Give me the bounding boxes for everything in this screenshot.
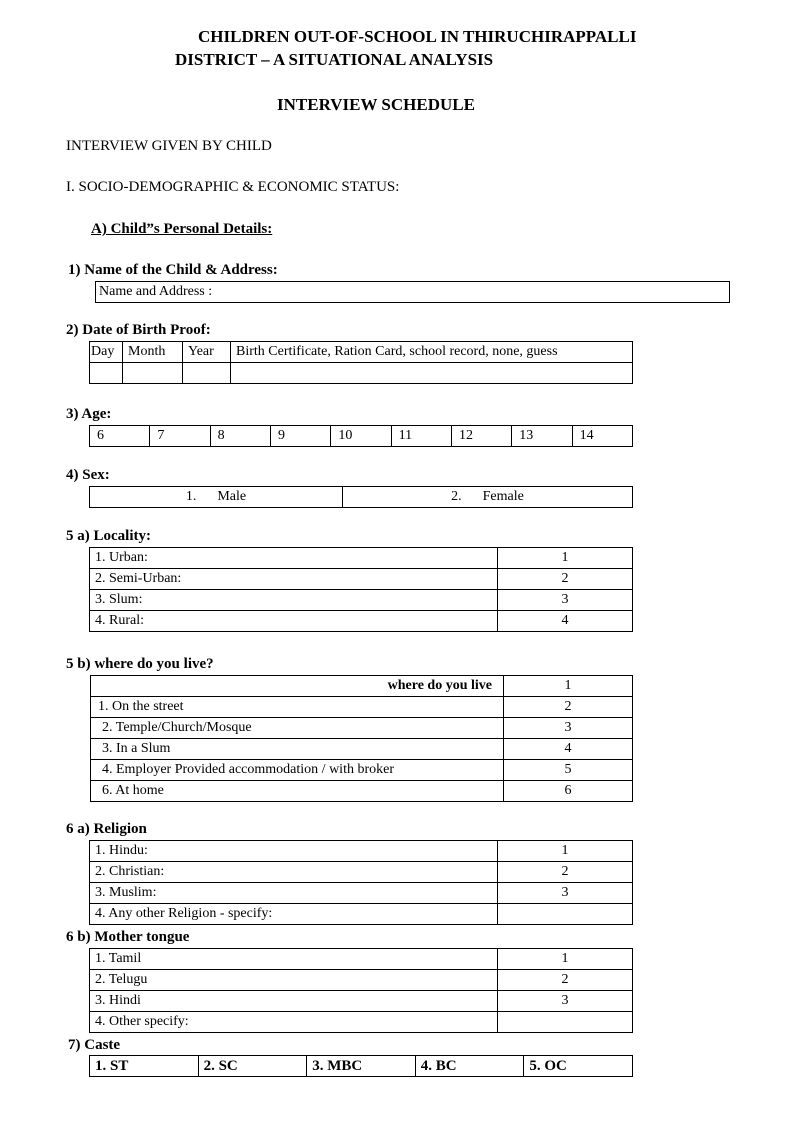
religion-specify-cell[interactable] — [498, 904, 633, 925]
caste-option-sc[interactable]: 2. SC — [198, 1056, 307, 1077]
locality-text: 1. Urban: — [90, 548, 498, 569]
caste-table — [89, 1055, 633, 1077]
q5a-label: 5 a) Locality: — [66, 528, 151, 544]
mother-tongue-code: 2 — [498, 970, 633, 991]
dob-year-cell[interactable] — [183, 363, 231, 384]
locality-code: 2 — [498, 569, 633, 590]
table-row[interactable] — [90, 949, 633, 970]
locality-text: 4. Rural: — [90, 611, 498, 632]
residence-code: 4 — [504, 739, 633, 760]
dob-table — [89, 341, 633, 384]
caste-option-bc[interactable]: 4. BC — [415, 1056, 524, 1077]
q5b-label: 5 b) where do you live? — [66, 656, 214, 672]
q3-label: 3) Age: — [66, 406, 112, 422]
table-row[interactable] — [90, 904, 633, 925]
age-option[interactable]: 7 — [150, 426, 210, 447]
table-row[interactable] — [90, 569, 633, 590]
table-row[interactable] — [90, 883, 633, 904]
residence-text: 3. In a Slum — [91, 739, 504, 760]
age-option[interactable]: 14 — [572, 426, 632, 447]
locality-table — [89, 547, 633, 632]
table-row[interactable] — [90, 862, 633, 883]
age-table — [89, 425, 633, 447]
table-row[interactable] — [90, 611, 633, 632]
residence-header: where do you live — [91, 676, 504, 697]
residence-table — [90, 675, 633, 802]
mother-tongue-code: 1 — [498, 949, 633, 970]
dob-month-cell[interactable] — [123, 363, 183, 384]
religion-text: 3. Muslim: — [90, 883, 498, 904]
document-title-line2: DISTRICT – A SITUATIONAL ANALYSIS — [175, 50, 494, 69]
religion-code: 2 — [498, 862, 633, 883]
dob-header-day: Day — [90, 342, 123, 363]
caste-option-st[interactable]: 1. ST — [90, 1056, 199, 1077]
table-row[interactable] — [90, 970, 633, 991]
q1-label: 1) Name of the Child & Address: — [68, 262, 278, 278]
religion-code: 1 — [498, 841, 633, 862]
document-subtitle: INTERVIEW SCHEDULE — [277, 95, 475, 114]
dob-header-proof: Birth Certificate, Ration Card, school record, none, guess — [231, 342, 633, 363]
age-option[interactable]: 13 — [512, 426, 572, 447]
age-option[interactable]: 10 — [331, 426, 391, 447]
table-row[interactable] — [91, 697, 633, 718]
table-row[interactable] — [90, 991, 633, 1012]
q6a-label: 6 a) Religion — [66, 821, 147, 837]
section-heading: I. SOCIO-DEMOGRAPHIC & ECONOMIC STATUS: — [66, 179, 400, 195]
q4-label: 4) Sex: — [66, 467, 110, 483]
table-row[interactable] — [91, 781, 633, 802]
table-row[interactable] — [91, 760, 633, 781]
age-option[interactable]: 12 — [451, 426, 511, 447]
q2-label: 2) Date of Birth Proof: — [66, 322, 211, 338]
document-title-line1: CHILDREN OUT-OF-SCHOOL IN THIRUCHIRAPPALLI — [198, 27, 637, 46]
residence-code: 5 — [504, 760, 633, 781]
age-option[interactable]: 8 — [210, 426, 270, 447]
table-row[interactable] — [91, 718, 633, 739]
age-option[interactable]: 11 — [391, 426, 451, 447]
locality-code: 4 — [498, 611, 633, 632]
residence-text: 6. At home — [91, 781, 504, 802]
table-row[interactable] — [91, 739, 633, 760]
table-row[interactable] — [90, 841, 633, 862]
dob-proof-cell[interactable] — [231, 363, 633, 384]
residence-text: 2. Temple/Church/Mosque — [91, 718, 504, 739]
caste-option-oc[interactable]: 5. OC — [524, 1056, 633, 1077]
mother-tongue-text: 3. Hindi — [90, 991, 498, 1012]
residence-code: 6 — [504, 781, 633, 802]
religion-text: 4. Any other Religion - specify: — [90, 904, 498, 925]
mother-tongue-text: 1. Tamil — [90, 949, 498, 970]
dob-day-cell[interactable] — [90, 363, 123, 384]
caste-option-mbc[interactable]: 3. MBC — [307, 1056, 416, 1077]
age-option[interactable]: 6 — [90, 426, 150, 447]
table-row[interactable] — [90, 548, 633, 569]
locality-text: 2. Semi-Urban: — [90, 569, 498, 590]
table-row[interactable] — [91, 676, 633, 697]
mother-tongue-text: 4. Other specify: — [90, 1012, 498, 1033]
religion-table — [89, 840, 633, 925]
religion-text: 2. Christian: — [90, 862, 498, 883]
residence-text: 4. Employer Provided accommodation / with broker — [91, 760, 504, 781]
dob-header-year: Year — [183, 342, 231, 363]
name-address-field[interactable] — [95, 281, 730, 303]
sex-option-male[interactable]: 1. Male — [90, 487, 343, 508]
mother-tongue-text: 2. Telugu — [90, 970, 498, 991]
sex-table — [89, 486, 633, 508]
locality-code: 1 — [498, 548, 633, 569]
residence-code: 2 — [504, 697, 633, 718]
residence-code: 3 — [504, 718, 633, 739]
name-address-field-label: Name and Address : — [99, 284, 213, 299]
locality-text: 3. Slum: — [90, 590, 498, 611]
mother-tongue-table — [89, 948, 633, 1033]
sex-option-female[interactable]: 2. Female — [343, 487, 633, 508]
religion-text: 1. Hindu: — [90, 841, 498, 862]
dob-header-month: Month — [123, 342, 183, 363]
subsection-heading: A) Child”s Personal Details: — [91, 221, 273, 237]
mother-tongue-specify-cell[interactable] — [498, 1012, 633, 1033]
q7-label: 7) Caste — [68, 1037, 121, 1053]
q6b-label: 6 b) Mother tongue — [66, 929, 190, 945]
interview-by-label: INTERVIEW GIVEN BY CHILD — [66, 138, 272, 154]
locality-code: 3 — [498, 590, 633, 611]
mother-tongue-code: 3 — [498, 991, 633, 1012]
table-row[interactable] — [90, 1012, 633, 1033]
residence-code: 1 — [504, 676, 633, 697]
religion-code: 3 — [498, 883, 633, 904]
table-row[interactable] — [90, 590, 633, 611]
age-option[interactable]: 9 — [270, 426, 330, 447]
residence-text: 1. On the street — [91, 697, 504, 718]
